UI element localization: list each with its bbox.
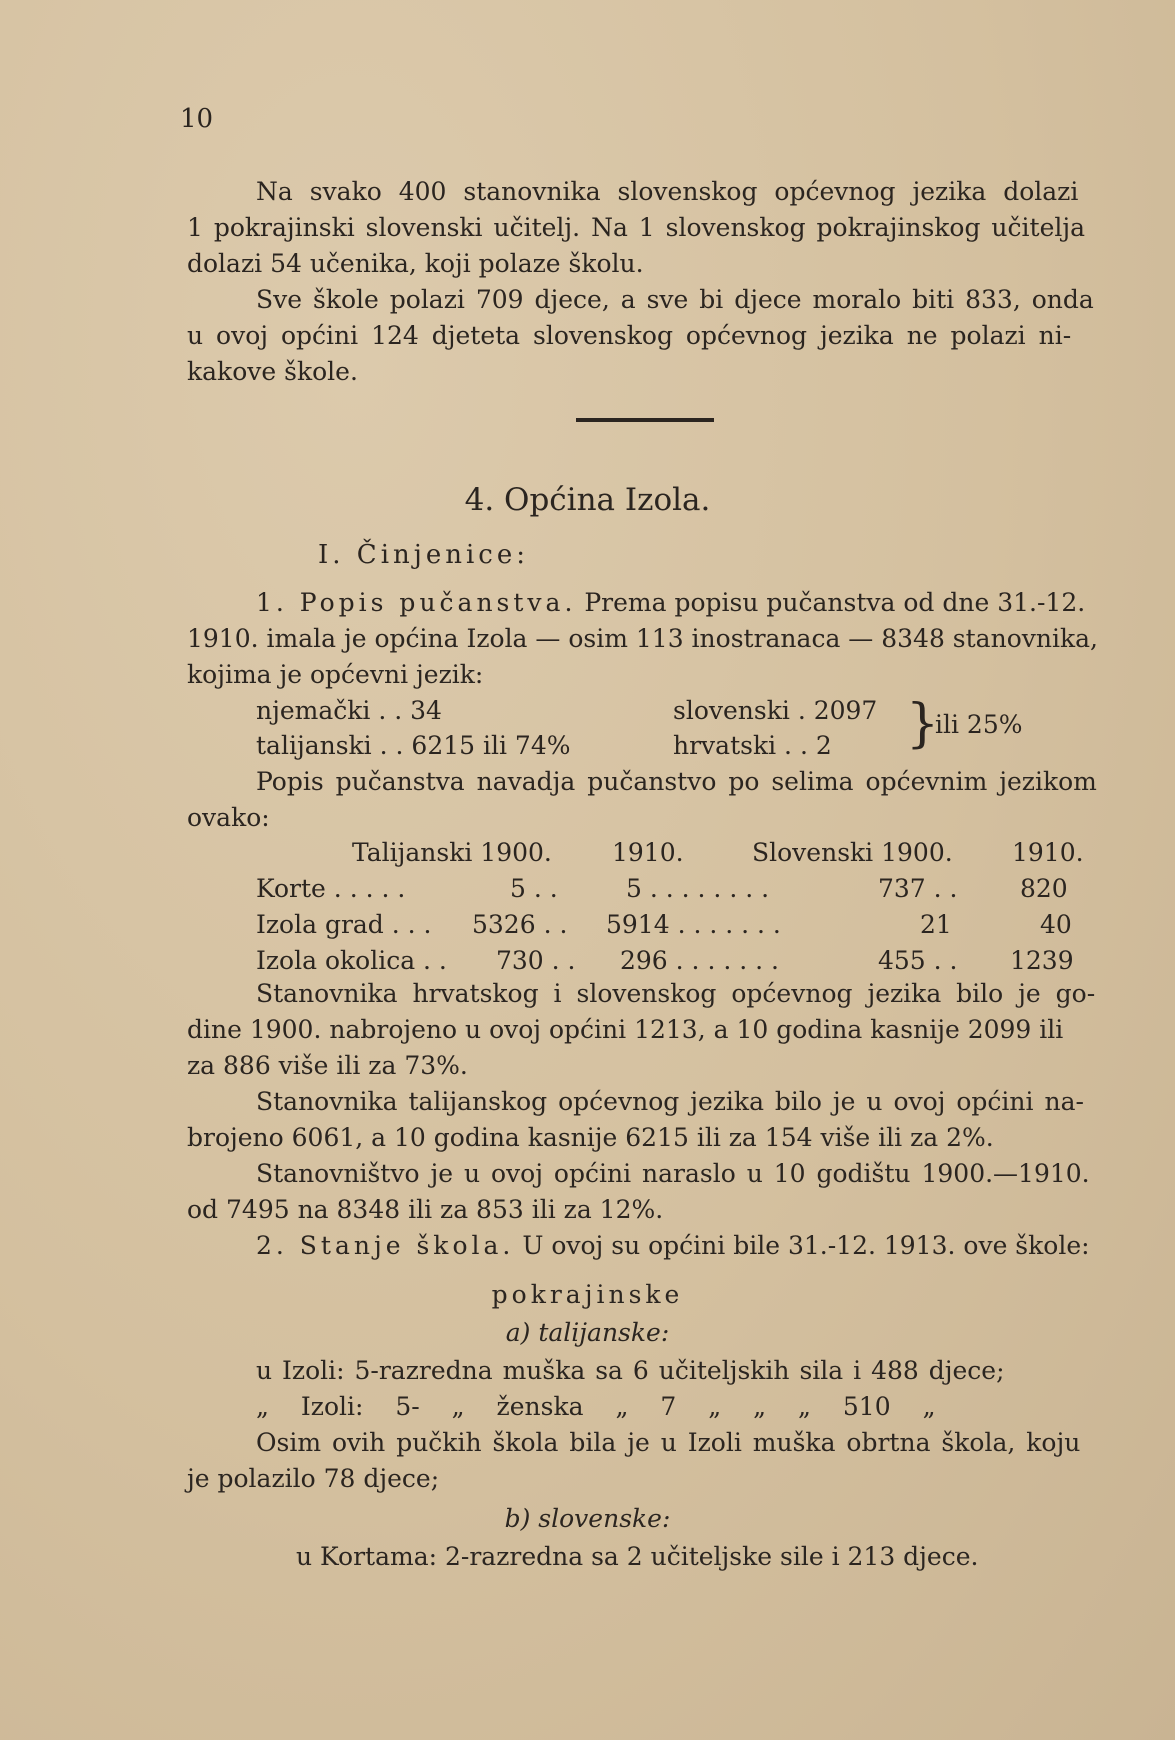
schools-title: 2. Stanje škola. [256,1231,515,1260]
after-table-line-5: brojeno 6061, a 10 godina kasnije 6215 ili za 154 više ili za 2%. [187,1123,994,1152]
table-cell: 820 [1020,874,1068,903]
intro-line-2: 1 pokrajinski slovenski učitelj. Na 1 slovenskog pokrajinskog učitelja [187,213,1086,242]
lang-slovene: slovenski . 2097 [673,696,878,725]
intro-line-5: u ovoj općini 124 djeteta slovenskog općevnog jezika ne polazi ni- [187,321,1072,350]
schools-a-line-1: u Izoli: 5-razredna muška sa 6 učiteljskih sila i 488 djece; [256,1356,1005,1385]
intro-line-4: Sve škole polazi 709 djece, a sve bi djece moralo biti 833, onda [256,285,1094,314]
table-cell: 5 . . [510,874,558,903]
after-table-line-3: za 886 više ili za 73%. [187,1051,468,1080]
lang-german: njemački . . 34 [256,696,442,725]
schools-osim-line-2: je polazilo 78 djece; [187,1464,440,1493]
census-line-2: 1910. imala je općina Izola — osim 113 inostranaca — 8348 stanovnika, [187,624,1098,653]
table-cell: 5 . . . . . . . . [626,874,770,903]
table-cell: 21 [920,910,952,939]
by-villages-line-2: ovako: [187,803,270,832]
schools-a-label: a) talijanske: [505,1318,670,1347]
lang-share: ili 25% [935,710,1023,739]
schools-b-line-1: u Kortama: 2-razredna sa 2 učiteljske sile i 213 djece. [296,1542,979,1571]
census-line-1 [256,588,1085,617]
after-table-line-1: Stanovnika hrvatskog i slovenskog općevnog jezika bilo je go- [256,979,1096,1008]
census-line-1-rest: Prema popisu pučanstva od dne 31.-12. [584,588,1086,617]
table-cell: Korte . . . . . [256,874,406,903]
intro-line-1: Na svako 400 stanovnika slovenskog općevnog jezika dolazi [256,177,1079,206]
schools-b-label: b) slovenske: [504,1504,671,1533]
table-cell: 5326 . . [472,910,568,939]
table-cell: 40 [1040,910,1072,939]
census-line-3: kojima je općevni jezik: [187,660,484,689]
after-table-line-4: Stanovnika talijanskog općevnog jezika bilo je u ovoj općini na- [256,1087,1084,1116]
table-cell: 5914 . . . . . . . [606,910,781,939]
page-number: 10 [180,104,214,134]
subsection-title: I. Činjenice: [318,540,529,570]
lang-italian: talijanski . . 6215 ili 74% [256,731,571,760]
table-cell: 1239 [1010,946,1074,975]
table-cell: 296 . . . . . . . [620,946,779,975]
intro-line-3: dolazi 54 učenika, koji polaze školu. [187,249,644,278]
table-header: 1910. [1012,838,1084,867]
schools-line-1 [256,1231,1090,1260]
table-cell: Izola okolica . . [256,946,447,975]
lang-croatian: hrvatski . . 2 [673,731,832,760]
section-divider [576,418,714,422]
census-title: 1. Popis pučanstva. [256,588,577,617]
after-table-line-2: dine 1900. nabrojeno u ovoj općini 1213, a 10 godina kasnije 2099 ili [187,1015,1064,1044]
table-header: Talijanski 1900. [352,838,552,867]
schools-title-rest: U ovoj su općini bile 31.-12. 1913. ove škole: [522,1231,1090,1260]
table-cell: 730 . . [496,946,576,975]
brace: } [906,694,940,754]
after-table-line-7: od 7495 na 8348 ili za 853 ili za 12%. [187,1195,664,1224]
table-cell: Izola grad . . . [256,910,432,939]
by-villages-line-1: Popis pučanstva navadja pučanstvo po selima općevnim jezikom [256,767,1097,796]
after-table-line-6: Stanovništvo je u ovoj općini naraslo u 10 godištu 1900.—1910. [256,1159,1090,1188]
schools-osim-line-1: Osim ovih pučkih škola bila je u Izoli muška obrtna škola, koju [256,1428,1081,1457]
table-header: Slovenski 1900. [752,838,953,867]
section-title: 4. Općina Izola. [464,482,711,518]
schools-a-line-2: „ Izoli: 5- „ ženska „ 7 „ „ „ 510 „ [256,1392,936,1421]
table-cell: 455 . . [878,946,958,975]
table-cell: 737 . . [878,874,958,903]
intro-line-6: kakove škole. [187,357,358,386]
table-header: 1910. [612,838,684,867]
schools-pokrajinske: pokrajinske [491,1280,684,1309]
